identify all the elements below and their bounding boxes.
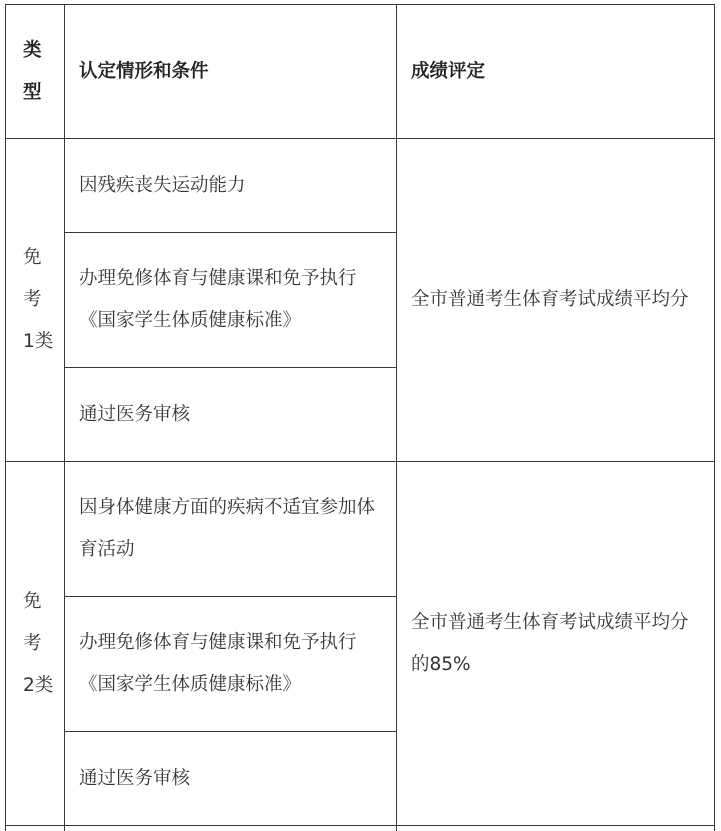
header-conditions: 认定情形和条件 xyxy=(79,60,209,82)
condition-cell: 通过医务审核 xyxy=(79,767,191,789)
condition-cell: 因身体健康方面的疾病不适宜参加体育活动 xyxy=(79,497,376,560)
score-cell: 全市普通考生体育考试成绩平均分的85% xyxy=(411,611,689,675)
condition-cell: 通过医务审核 xyxy=(79,403,191,425)
type-cell-1 xyxy=(5,139,64,461)
header-type-char: 类 xyxy=(23,39,42,61)
table-border-right xyxy=(714,4,715,831)
type-line: 考 xyxy=(23,632,42,654)
condition-cell: 办理免修体育与健康课和免予执行《国家学生体质健康标准》 xyxy=(79,268,357,331)
header-score: 成绩评定 xyxy=(411,60,486,82)
type-line: 免 xyxy=(23,590,42,612)
type-line: 考 xyxy=(23,289,42,310)
condition-cell: 办理免修体育与健康课和免予执行《国家学生体质健康标准》 xyxy=(79,632,357,695)
header-type xyxy=(5,5,64,138)
header-type-char: 型 xyxy=(23,81,42,103)
group-divider xyxy=(5,825,715,826)
type-line: 免 xyxy=(23,247,42,268)
type-line: 2类 xyxy=(23,674,54,696)
type-line: 1类 xyxy=(23,331,54,352)
score-cell: 全市普通考生体育考试成绩平均分 xyxy=(411,289,689,310)
condition-cell: 因残疾丧失运动能力 xyxy=(79,174,246,196)
type-cell-2 xyxy=(5,462,64,825)
